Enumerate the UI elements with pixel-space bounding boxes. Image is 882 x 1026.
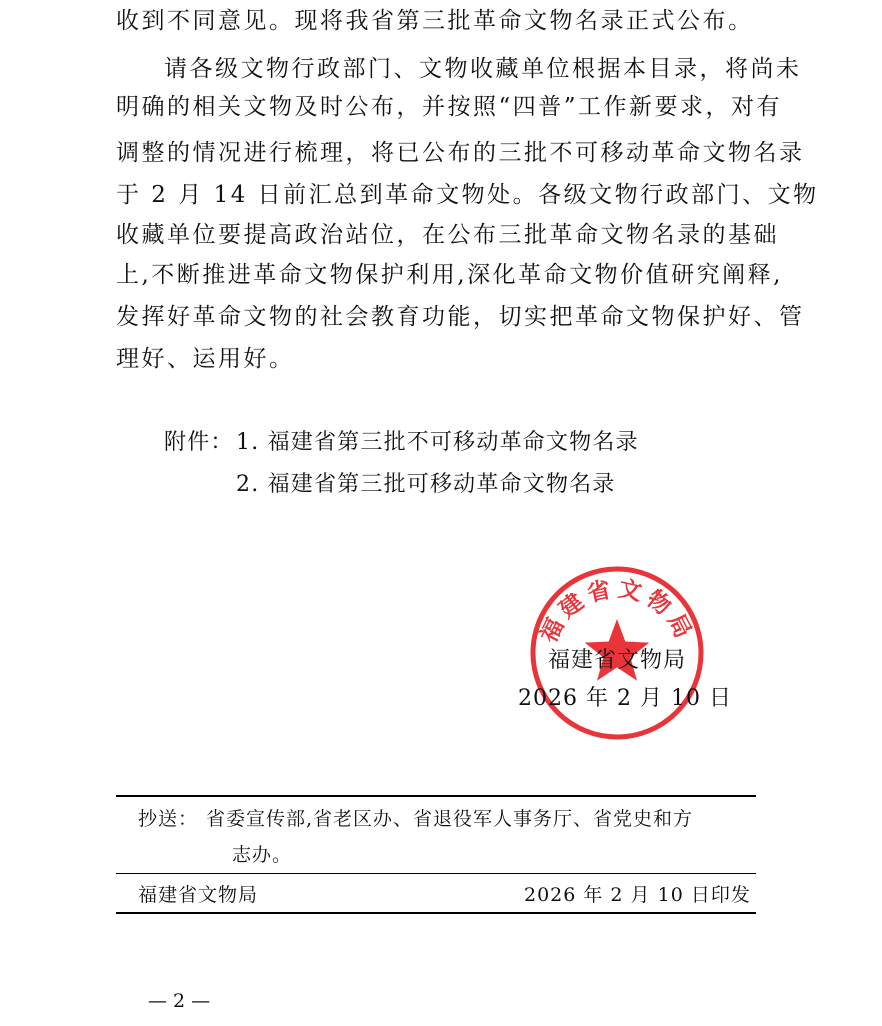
footer-issuer: 福建省文物局 [138, 884, 259, 906]
attachment-item-1: 1. 福建省第三批不可移动革命文物名录 [236, 430, 639, 455]
body-line-4: 调整的情况进行梳理，将已公布的三批不可移动革命文物名录 [116, 140, 805, 166]
footer-middle-rule [116, 873, 756, 874]
seal-text: 福建省文物局 [535, 574, 699, 647]
footer-bottom-rule [116, 912, 756, 914]
cc-line-1: 省委宣传部,省老区办、省退役军人事务厅、省党史和方 [206, 808, 694, 830]
attachments-label: 附件： [164, 430, 234, 455]
footer-print-date: 2026 年 2 月 10 日印发 [524, 884, 751, 906]
body-line-5: 于 2 月 14 日前汇总到革命文物处。各级文物行政部门、文物 [116, 182, 819, 208]
body-line-6: 收藏单位要提高政治站位，在公布三批革命文物名录的基础 [116, 222, 779, 248]
page-number: — 2 — [148, 990, 211, 1012]
body-line-3: 明确的相关文物及时公布，并按照“四普”工作新要求，对有 [116, 94, 783, 120]
footer-top-rule [116, 795, 756, 797]
cc-label: 抄送： [138, 808, 199, 830]
cc-line-2: 志办。 [232, 844, 293, 866]
body-line-2: 请各级文物行政部门、文物收藏单位根据本目录，将尚未 [164, 56, 802, 82]
signature-issuer: 福建省文物局 [548, 648, 687, 673]
attachment-item-2: 2. 福建省第三批可移动革命文物名录 [236, 472, 616, 497]
body-line-7: 上,不断推进革命文物保护利用,深化革命文物价值研究阐释, [116, 262, 783, 288]
body-line-8: 发挥好革命文物的社会教育功能，切实把革命文物保护好、管 [116, 304, 805, 330]
signature-date: 2026 年 2 月 10 日 [518, 686, 732, 711]
body-line-9: 理好、运用好。 [116, 346, 295, 372]
body-line-1: 收到不同意见。现将我省第三批革命文物名录正式公布。 [116, 8, 754, 34]
